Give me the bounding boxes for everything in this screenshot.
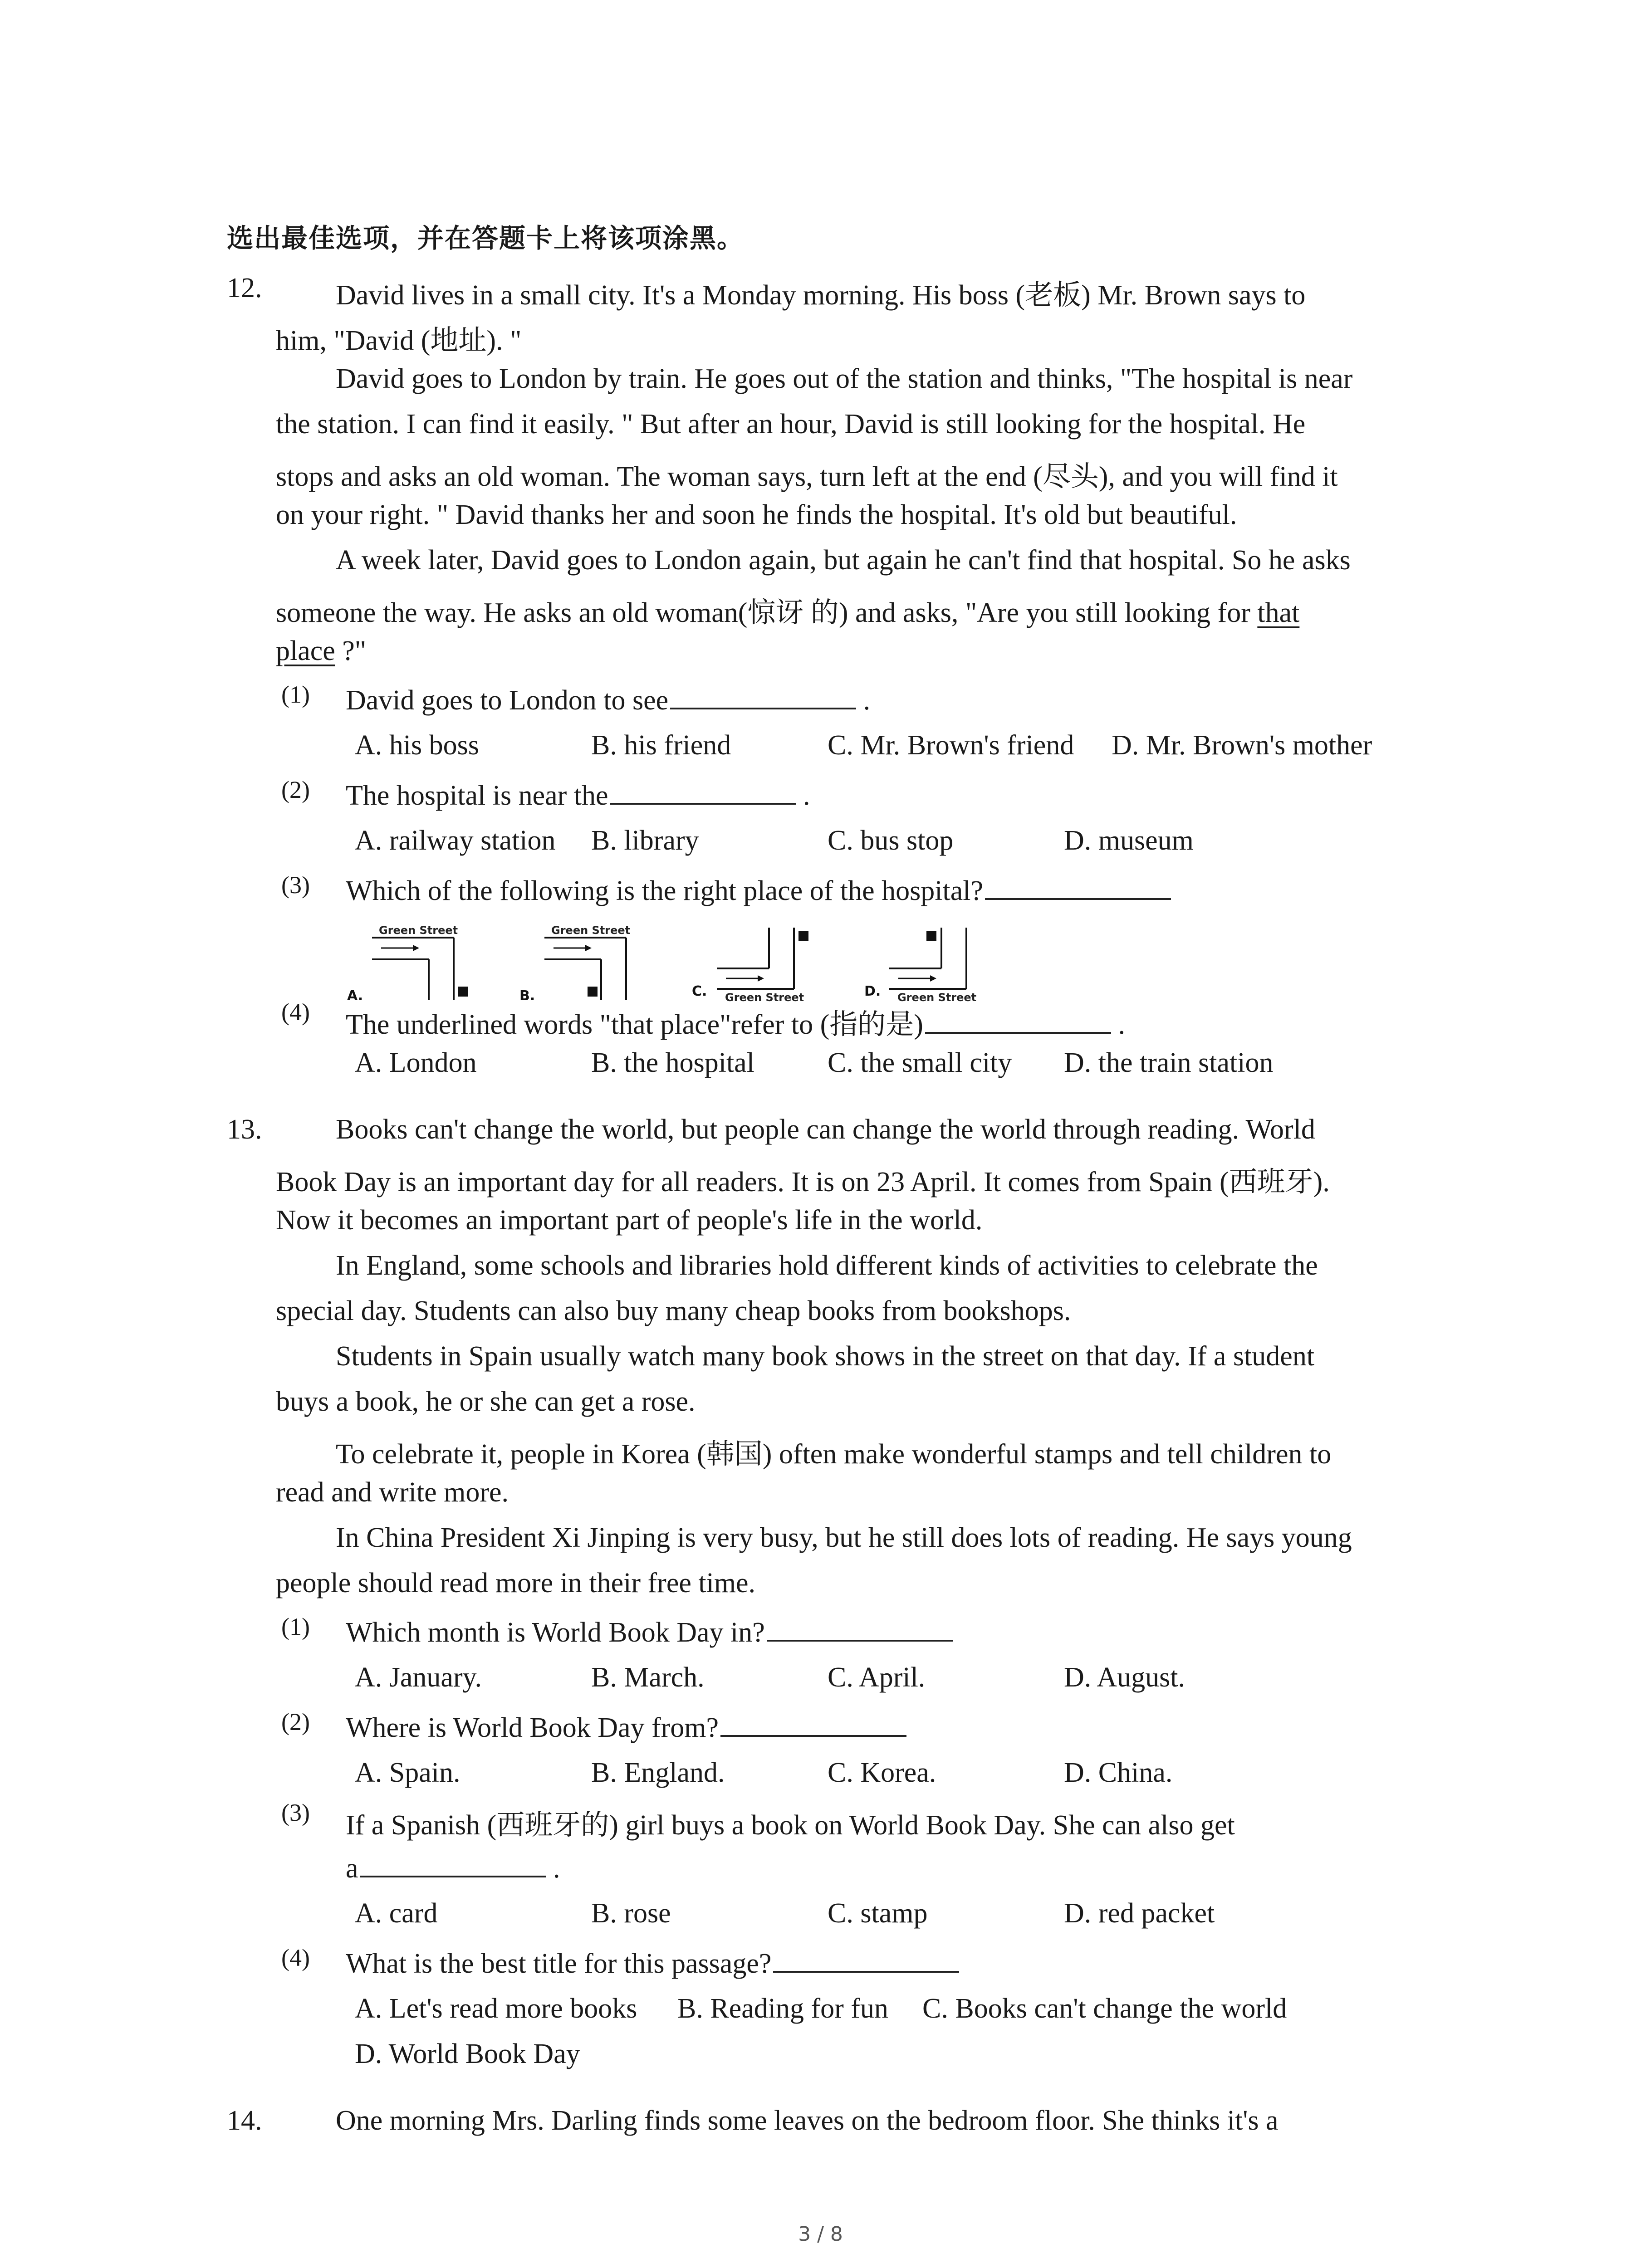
- stem-tail: .: [1111, 1009, 1125, 1040]
- option-b[interactable]: B. library: [591, 825, 699, 856]
- option-c[interactable]: C. Mr. Brown's friend: [828, 730, 1074, 761]
- passage-line: [276, 635, 366, 667]
- passage-line: him, "David (地址). ": [276, 325, 522, 356]
- option-c[interactable]: C. Books can't change the world: [922, 1993, 1287, 2024]
- option-d[interactable]: D. the train station: [1064, 1047, 1274, 1078]
- answer-blank[interactable]: [767, 1616, 953, 1642]
- passage-line: buys a book, he or she can get a rose.: [276, 1386, 696, 1417]
- passage-line: Books can't change the world, but people can change the world through reading. World: [336, 1114, 1315, 1145]
- passage-line: A week later, David goes to London again, but again he can't find that hospital. So he asks: [336, 545, 1351, 576]
- passage-line: David lives in a small city. It's a Monday morning. His boss (老板) Mr. Brown says to: [336, 280, 1306, 311]
- stem-text: Which of the following is the right place of the hospital?: [346, 875, 983, 906]
- option-d[interactable]: D. China.: [1064, 1757, 1173, 1788]
- option-a[interactable]: A. January.: [355, 1662, 482, 1693]
- question-stem: [346, 684, 870, 717]
- subquestion-number: (3): [281, 871, 310, 899]
- map-option-d[interactable]: [862, 923, 1012, 1005]
- question-stem: [346, 875, 1171, 907]
- option-b[interactable]: B. England.: [591, 1757, 725, 1788]
- passage-line: Now it becomes an important part of people's life in the world.: [276, 1205, 983, 1236]
- passage-line: David goes to London by train. He goes out of the station and thinks, "The hospital is near: [336, 363, 1353, 394]
- passage-text: ?": [335, 635, 367, 666]
- answer-blank[interactable]: [985, 875, 1171, 900]
- passage-line: One morning Mrs. Darling finds some leaves on the bedroom floor. She thinks it's a: [336, 2105, 1279, 2136]
- stem-tail: .: [546, 1853, 560, 1884]
- passage-text: someone the way. He asks an old woman(惊讶 的) and asks, "Are you still looking for: [276, 597, 1258, 628]
- map-option-a[interactable]: [345, 923, 495, 1005]
- page-number: 3 / 8: [798, 2223, 843, 2246]
- passage-line: [276, 590, 1299, 630]
- option-c[interactable]: C. April.: [828, 1662, 926, 1693]
- option-a[interactable]: A. his boss: [355, 730, 479, 761]
- map-label-a: A.: [347, 988, 363, 1004]
- stem-tail: .: [796, 780, 810, 811]
- option-a[interactable]: A. railway station: [355, 825, 556, 856]
- stem-text: David goes to London to see: [346, 685, 669, 716]
- option-d[interactable]: D. red packet: [1064, 1898, 1215, 1929]
- stem-text: What is the best title for this passage?: [346, 1948, 772, 1979]
- instruction-heading: 选出最佳选项，并在答题卡上将该项涂黑。: [227, 223, 745, 254]
- subquestion-number: (3): [281, 1799, 310, 1826]
- question-stem: [346, 1947, 959, 1980]
- option-a[interactable]: A. London: [355, 1047, 477, 1078]
- answer-blank[interactable]: [610, 779, 796, 805]
- option-b[interactable]: B. his friend: [591, 730, 731, 761]
- question-number-14: 14.: [227, 2105, 262, 2136]
- question-stem: If a Spanish (西班牙的) girl buys a book on World Book Day. She can also get: [346, 1810, 1235, 1841]
- answer-blank[interactable]: [720, 1711, 906, 1737]
- stem-text: The hospital is near the: [346, 780, 608, 811]
- subquestion-number: (2): [281, 1708, 310, 1735]
- option-c[interactable]: C. Korea.: [828, 1757, 936, 1788]
- answer-blank[interactable]: [773, 1947, 959, 1973]
- question-number-12: 12.: [227, 273, 262, 303]
- option-d[interactable]: D. Mr. Brown's mother: [1112, 730, 1372, 761]
- street-label: Green Street: [551, 924, 631, 937]
- subquestion-number: (1): [281, 681, 310, 708]
- passage-line: on your right. " David thanks her and soon he finds the hospital. It's old but beautiful.: [276, 499, 1237, 530]
- option-b[interactable]: B. March.: [591, 1662, 705, 1693]
- stem-text: a: [346, 1853, 358, 1884]
- passage-line: In China President Xi Jinping is very busy, but he still does lots of reading. He says young: [336, 1522, 1352, 1553]
- stem-text: The underlined words "that place"refer to (指的是): [346, 1009, 923, 1040]
- subquestion-number: (4): [281, 998, 310, 1026]
- map-option-c[interactable]: [690, 923, 839, 1005]
- map-label-b: B.: [519, 988, 535, 1004]
- stem-text: Which month is World Book Day in?: [346, 1617, 765, 1648]
- option-c[interactable]: C. bus stop: [828, 825, 954, 856]
- map-label-d: D.: [864, 983, 881, 999]
- passage-line: stops and asks an old woman. The woman says, turn left at the end (尽头), and you will find it: [276, 461, 1338, 492]
- option-c[interactable]: C. stamp: [828, 1898, 928, 1929]
- option-a[interactable]: A. Let's read more books: [355, 1993, 637, 2024]
- option-d[interactable]: D. museum: [1064, 825, 1194, 856]
- passage-line: Students in Spain usually watch many book shows in the street on that day. If a student: [336, 1341, 1315, 1372]
- underlined-that: that: [1257, 597, 1300, 628]
- answer-blank[interactable]: [670, 684, 856, 709]
- question-stem: [346, 1616, 953, 1649]
- question-stem: [346, 1711, 906, 1744]
- passage-line: people should read more in their free time.: [276, 1568, 756, 1598]
- subquestion-number: (1): [281, 1613, 310, 1640]
- passage-line: In England, some schools and libraries hold different kinds of activities to celebrate the: [336, 1250, 1318, 1281]
- option-d[interactable]: D. August.: [1064, 1662, 1185, 1693]
- passage-line: read and write more.: [276, 1477, 509, 1508]
- street-label: Green Street: [725, 991, 804, 1004]
- stem-tail: .: [856, 685, 871, 716]
- street-label: Green Street: [379, 924, 458, 937]
- option-b[interactable]: B. Reading for fun: [677, 1993, 888, 2024]
- answer-blank[interactable]: [925, 1008, 1111, 1034]
- underlined-place: place: [276, 635, 335, 666]
- passage-line: special day. Students can also buy many cheap books from bookshops.: [276, 1295, 1071, 1326]
- stem-text: Where is World Book Day from?: [346, 1712, 719, 1743]
- passage-line: Book Day is an important day for all readers. It is on 23 April. It comes from Spain (西班牙).: [276, 1167, 1330, 1198]
- option-d[interactable]: D. World Book Day: [355, 2038, 580, 2069]
- answer-blank[interactable]: [360, 1852, 546, 1877]
- map-option-b[interactable]: [517, 923, 667, 1005]
- option-c[interactable]: C. the small city: [828, 1047, 1012, 1078]
- subquestion-number: (2): [281, 776, 310, 803]
- passage-line: the station. I can find it easily. " But after an hour, David is still looking for the hospital. He: [276, 409, 1306, 440]
- option-b[interactable]: B. the hospital: [591, 1047, 754, 1078]
- option-a[interactable]: A. Spain.: [355, 1757, 460, 1788]
- street-label: Green Street: [897, 991, 977, 1004]
- passage-line: To celebrate it, people in Korea (韩国) often make wonderful stamps and tell children to: [336, 1439, 1332, 1470]
- question-stem-cont: [346, 1852, 560, 1885]
- question-number-13: 13.: [227, 1114, 262, 1145]
- subquestion-number: (4): [281, 1944, 310, 1971]
- question-stem: [346, 779, 810, 812]
- map-label-c: C.: [692, 983, 707, 999]
- option-b[interactable]: B. rose: [591, 1898, 671, 1929]
- question-stem: [346, 1002, 1125, 1042]
- option-a[interactable]: A. card: [355, 1898, 438, 1929]
